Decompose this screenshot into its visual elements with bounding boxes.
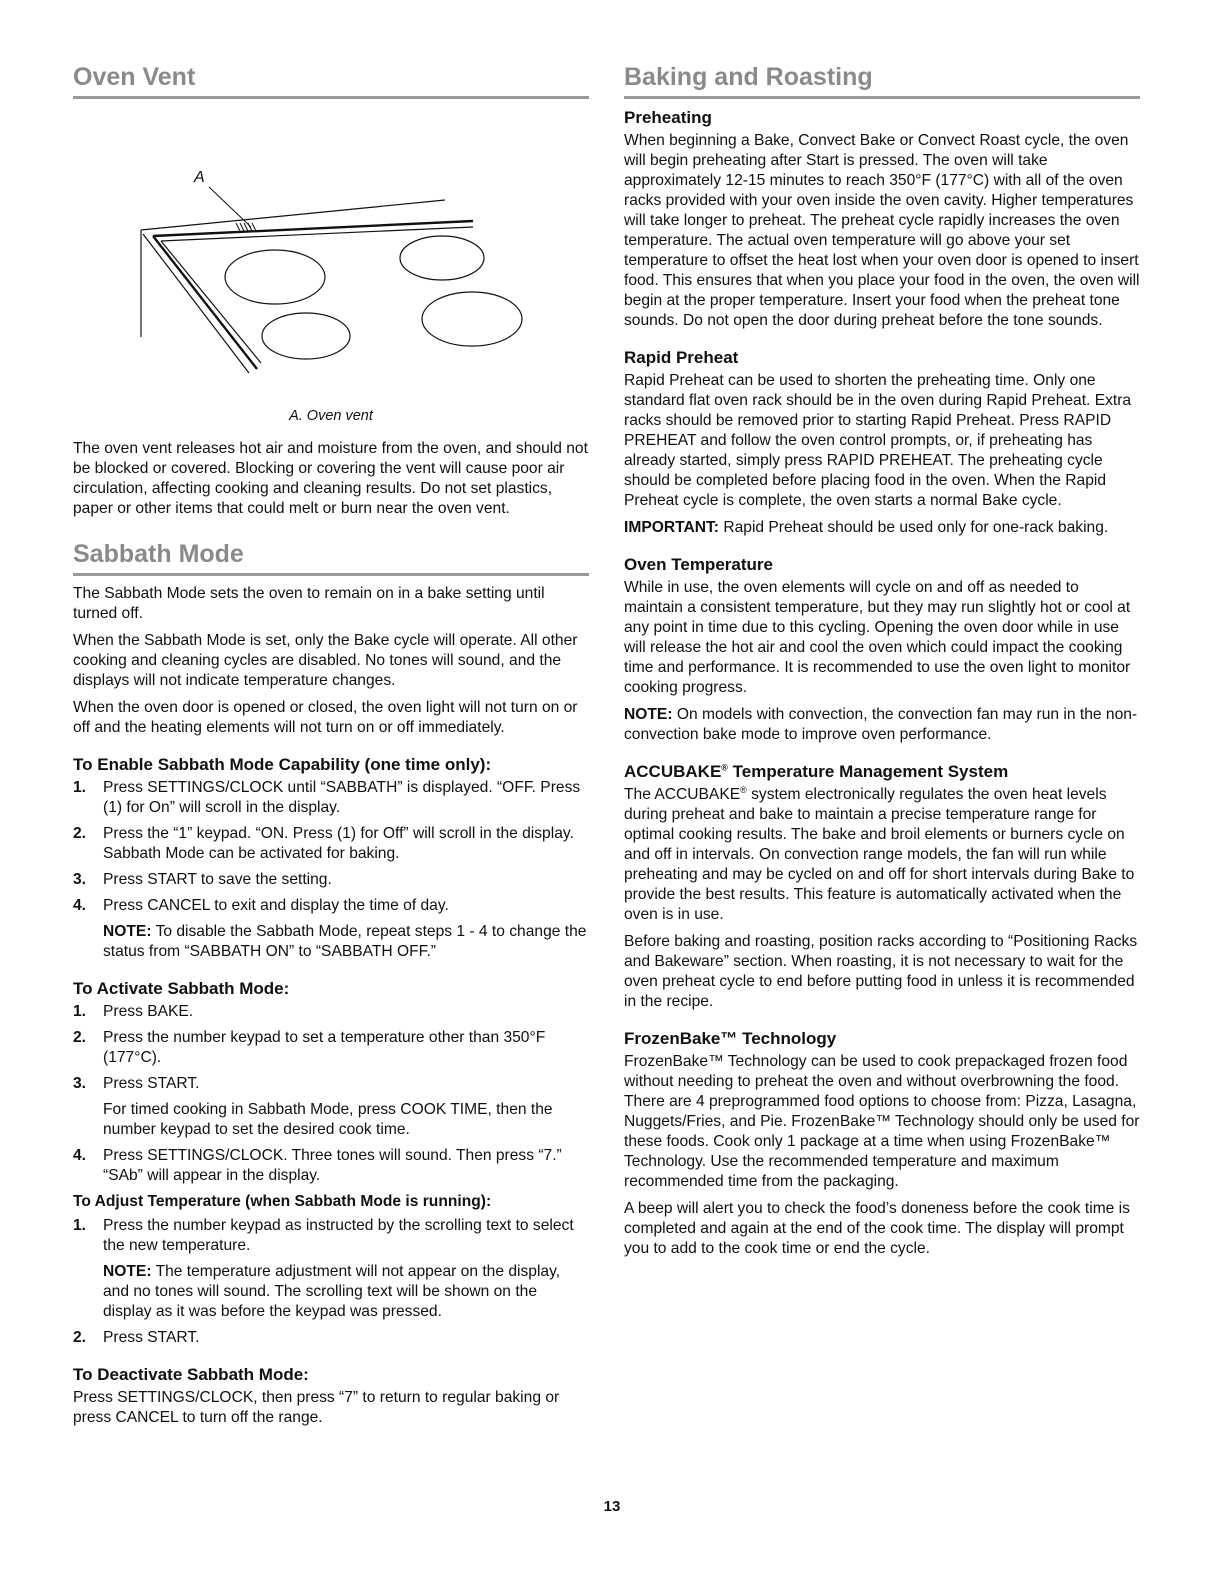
oven-temperature-note: NOTE: On models with convection, the convection fan may run in the non-convection bake mode to improve oven performance. [624, 706, 1138, 743]
accubake-heading: ACCUBAKE® Temperature Management System [624, 762, 1009, 781]
rapid-preheat-important: IMPORTANT: Rapid Preheat should be used only for one-rack baking. [624, 519, 1109, 536]
adjust-temperature-steps [73, 1216, 589, 1348]
deactivate-sabbath-body: Press SETTINGS/CLOCK, then press “7” to return to regular baking or press CANCEL to turn off the range. [73, 1389, 560, 1426]
burner-right-rear [400, 236, 484, 280]
activate-sabbath-heading: To Activate Sabbath Mode: [73, 979, 290, 998]
list-item: 3. Press START. For timed cooking in Sabbath Mode, press COOK TIME, then the number keypad to set the desired cook time. [73, 1074, 589, 1140]
page-number: 13 [603, 1498, 621, 1515]
oven-vent-figure [73, 107, 589, 407]
list-item: 3. Press START to save the setting. [73, 871, 332, 888]
sabbath-p3: When the oven door is opened or closed, the oven light will not turn on or off and the heating elements will not turn on or off immediately. [73, 699, 578, 736]
rapid-preheat-body: Rapid Preheat can be used to shorten the preheating time. Only one standard flat oven rack should be in the oven during Rapid Preheat. Extra racks should be removed prior to starting Rapid Preheat. Press RAPID PREHEAT and follow the oven control prompts, or, if preheating has already started, simply press RAPID PREHEAT. The preheating cycle should be completed before placing food in the oven. When the Rapid Preheat cycle is complete, the oven starts a normal Bake cycle. [624, 372, 1132, 509]
sabbath-p2: When the Sabbath Mode is set, only the Bake cycle will operate. All other cooking and cleaning cycles are disabled. No tones will sound, and the displays will not indicate temperature changes. [73, 632, 578, 689]
list-item: 1. Press the number keypad as instructed by the scrolling text to select the new temperature. NOTE: The temperature adjustment will not appear on the display, and no tones will sound. The scrolling text will be shown on the display as it was before the keypad was pressed. [73, 1216, 589, 1322]
list-item: 2. Press START. [73, 1329, 200, 1346]
burner-left-rear [225, 250, 325, 304]
cooktop-front-edge [143, 234, 249, 373]
cooktop-illustration [73, 107, 589, 407]
oven-vent-body: The oven vent releases hot air and moisture from the oven, and should not be blocked or covered. Blocking or covering the vent will cause poor air circulation, affecting cooking and cleaning results. Do not set plastics, paper or other items that could melt or burn near the oven vent. [73, 440, 588, 517]
list-item: 2. Press the number keypad to set a temperature other than 350°F (177°C). [73, 1029, 546, 1066]
activate-sabbath-steps [73, 1002, 589, 1186]
accubake-body-2: Before baking and roasting, position racks according to “Positioning Racks and Bakeware” section. When roasting, it is not necessary to wait for the oven preheat cycle to end before putting food in unless it is recommended in the recipe. [624, 933, 1138, 1010]
adjust-temperature-heading: To Adjust Temperature (when Sabbath Mode is running): [73, 1193, 492, 1210]
accubake-body: The ACCUBAKE® system electronically regulates the oven heat levels during preheat and bake to maintain a precise temperature range for optimal cooking results. The bake and broil elements or burners cycle on and off in intervals. On convection range models, the fan will run while preheating and may be cycled on and off for short intervals during Bake to provide the best results. This feature is automatically activated when the oven is in use. [624, 784, 1135, 923]
list-item: 1. Press SETTINGS/CLOCK until “SABBATH” is displayed. “OFF. Press (1) for On” will scroll in the display. [73, 779, 581, 816]
list-item: 2. Press the “1” keypad. “ON. Press (1) for Off” will scroll in the display. Sabbath Mode can be activated for baking. [73, 825, 574, 862]
rapid-preheat-heading: Rapid Preheat [624, 348, 739, 367]
deactivate-sabbath-heading: To Deactivate Sabbath Mode: [73, 1365, 309, 1384]
sabbath-mode-title: Sabbath Mode [73, 539, 589, 576]
preheating-heading: Preheating [624, 108, 712, 127]
adjust-note: NOTE: The temperature adjustment will not appear on the display, and no tones will sound. The scrolling text will be shown on the display as it was before the keypad was pressed. [103, 1263, 561, 1320]
list-item: 1. Press BAKE. [73, 1003, 194, 1020]
timed-cooking-note: For timed cooking in Sabbath Mode, press COOK TIME, then the number keypad to set the desired cook time. [103, 1101, 553, 1138]
enable-sabbath-heading: To Enable Sabbath Mode Capability (one time only): [73, 755, 492, 774]
burner-left-front [262, 313, 350, 359]
right-column [624, 62, 1140, 1266]
list-item: 4. Press SETTINGS/CLOCK. Three tones will sound. Then press “7.” “SAb” will appear in the display. [73, 1147, 562, 1184]
burner-right-front [422, 292, 522, 346]
figure-label-a: A [194, 169, 205, 186]
enable-note: NOTE: To disable the Sabbath Mode, repeat steps 1 - 4 to change the status from “SABBATH ON” to “SABBATH OFF.” [103, 923, 587, 960]
oven-temperature-heading: Oven Temperature [624, 555, 773, 574]
left-column [73, 62, 589, 1435]
vent-slots [236, 223, 256, 231]
list-item: 4. Press CANCEL to exit and display the time of day. NOTE: To disable the Sabbath Mode, repeat steps 1 - 4 to change the status from “SABBATH ON” to “SABBATH OFF.” [73, 896, 589, 962]
cooktop-trim-inner [161, 227, 473, 363]
enable-sabbath-steps [73, 778, 589, 962]
figure-caption: A. Oven vent [289, 408, 373, 424]
preheating-body: When beginning a Bake, Convect Bake or Convect Roast cycle, the oven will begin preheating after Start is pressed. The oven will take approximately 12-15 minutes to reach 350°F (177°C) with all of the oven racks provided with your oven inside the oven cavity. Higher temperatures will take longer to preheat. The preheat cycle rapidly increases the oven temperature. The actual oven temperature will go above your set temperature to offset the heat lost when your oven door is opened to insert food. This ensures that when you place your food in the oven, the oven will begin at the proper temperature. Insert your food when the preheat tone sounds. Do not open the door during preheat before the tone sounds. [624, 132, 1140, 329]
frozenbake-body-2: A beep will alert you to check the food’s doneness before the cook time is completed and again at the end of the cook time. The display will prompt you to add to the cook time or end the cycle. [624, 1200, 1130, 1257]
oven-temperature-body: While in use, the oven elements will cycle on and off as needed to maintain a consistent temperature, but they may run slightly hot or cool at any point in time due to this cycling. Opening the oven door while in use will release the hot air and cool the oven which could impact the cooking time and performance. It is recommended to use the oven light to monitor cooking progress. [624, 579, 1131, 696]
oven-vent-title: Oven Vent [73, 62, 589, 99]
baking-roasting-title: Baking and Roasting [624, 62, 1140, 99]
frozenbake-heading: FrozenBake™ Technology [624, 1029, 837, 1048]
frozenbake-body: FrozenBake™ Technology can be used to cook prepackaged frozen food without needing to preheat the oven and without overbrowning the food. There are 4 preprogrammed food options to choose from: Pizza, Lasagna, Nuggets/Fries, and Pie. FrozenBake™ Technology should only be used for these foods. Cook only 1 package at a time when using FrozenBake™ Technology. Use the recommended temperature and maximum recommended time from the packaging. [624, 1053, 1140, 1190]
sabbath-p1: The Sabbath Mode sets the oven to remain on in a bake setting until turned off. [73, 585, 545, 622]
